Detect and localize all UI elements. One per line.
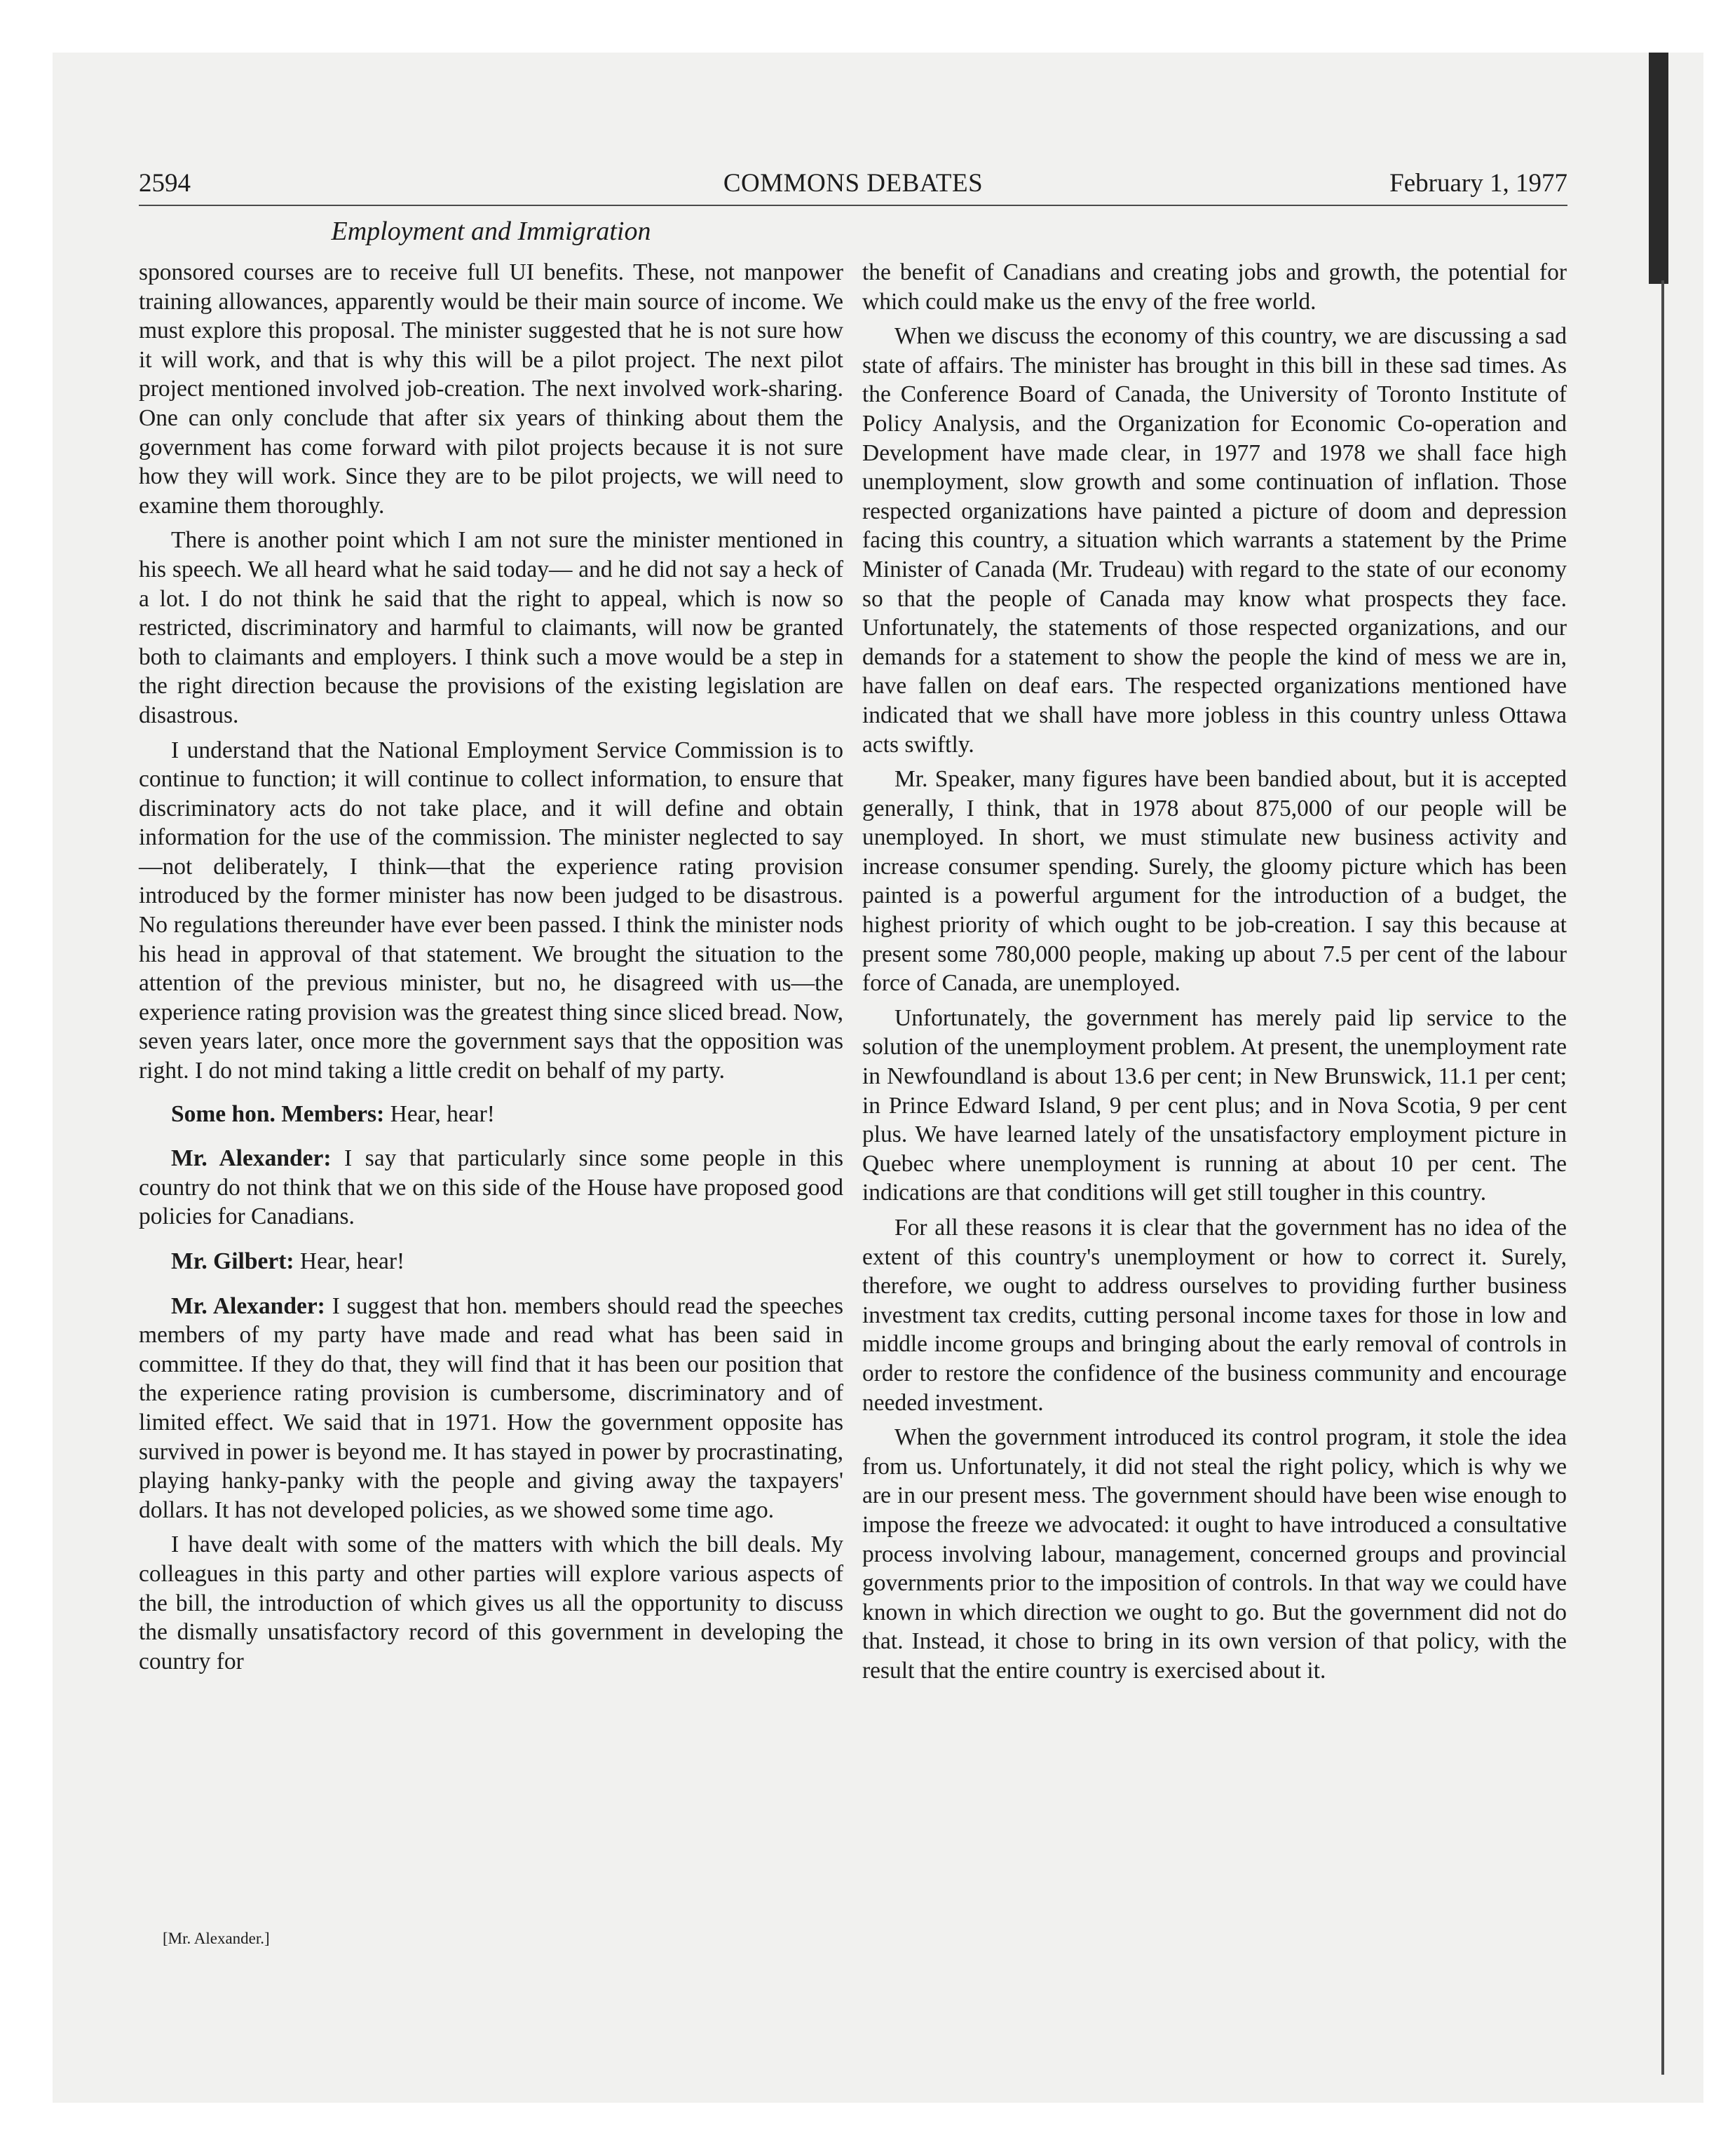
- speaker-name: Mr. Alexander:: [171, 1145, 332, 1172]
- paragraph: the benefit of Canadians and creating jobs and growth, the potential for which could make us the envy of the free world.: [862, 259, 1567, 315]
- speech-interjection: [139, 1100, 843, 1129]
- header-date: February 1, 1977: [1389, 169, 1567, 198]
- paragraph: Unfortunately, the government has merely paid lip service to the solution of the unemployment problem. At present, the unemployment rate in Newfoundland is about 13.6 per cent; in New Brunswick, 11.1 per cent; in Prince Edward Island, 9 per cent plus; and in Nova Scotia, 9 per cent plus. We have learned lately of the unsatisfactory employment picture in Quebec where unemployment is running at about 10 per cent. The indications are that conditions will get still tougher in this country.: [862, 1004, 1567, 1206]
- paragraph: When we discuss the economy of this country, we are discussing a sad state of affairs. The minister has brought in this bill in these sad times. As the Conference Board of Canada, the University of Toronto Institute of Policy Analysis, and the Organization for Economic Co-operation and Development have made clear, in 1977 and 1978 we shall face high unemployment, slow growth and some continuation of inflation. Those respected organizations have painted a picture of doom and depression facing this country, a situation which warrants a statement by the Prime Minister of Canada (Mr. Trudeau) with regard to the state of our economy so that the people of Canada may know what prospects they face. Unfortunately, the statements of those respected organizations, and our demands for a statement to show the people the kind of mess we are in, have fallen on deaf ears. The respected organizations mentioned have indicated that we shall have more jobless in this country unless Ottawa acts swiftly.: [862, 323, 1567, 758]
- speech-text: Hear, hear!: [390, 1100, 495, 1127]
- running-header: [139, 168, 1567, 206]
- speaker-name: Some hon. Members:: [171, 1100, 385, 1127]
- speaker-name: Mr. Alexander:: [171, 1292, 325, 1319]
- scan-edge-shadow: [1649, 53, 1668, 284]
- scan-edge-line: [1661, 280, 1664, 2075]
- left-column: [139, 258, 843, 1681]
- speech-text: I suggest that hon. members should read the speeches members of my party have made and read what has been said in committee. If they do that, they will find that it has been our position that the experience rating provision is cumbersome, discriminatory and of limited effect. We said that in 1971. How the government opposite has survived in power is beyond me. It has stayed in power by procrastinating, playing hanky-panky with the people and giving away the taxpayers' dollars. It has not developed policies, as we showed some time ago.: [139, 1292, 843, 1523]
- paragraph: I understand that the National Employment Service Commission is to continue to function; it will continue to collect information, to ensure that discriminatory acts do not take place, and it will define and obtain information for the use of the commission. The minister neglected to say—not deliberately, I think—that the experience rating provision introduced by the former minister has now been judged to be disastrous. No regulations thereunder have ever been passed. I think the minister nods his head in approval of that statement. We brought the situation to the attention of the previous minister, but no, he disagreed with us—the experience rating provision was the greatest thing since sliced bread. Now, seven years later, once more the government says that the opposition was right. I do not mind taking a little credit on behalf of my party.: [139, 737, 843, 1084]
- paragraph: For all these reasons it is clear that the government has no idea of the extent of this country's unemployment or how to correct it. Surely, therefore, we ought to address ourselves to providing further business investment tax credits, cutting personal income taxes for those in low and middle income groups and bringing about the early removal of controls in order to restore the confidence of the business community and encourage needed investment.: [862, 1215, 1567, 1416]
- page-number: 2594: [139, 169, 191, 198]
- section-heading: Employment and Immigration: [331, 217, 651, 246]
- paragraph: I have dealt with some of the matters with which the bill deals. My colleagues in this party and other parties will explore various aspects of the bill, the introduction of which gives us all the opportunity to discuss the dismally unsatisfactory record of this government in developing the country for: [139, 1531, 843, 1674]
- paragraph: Mr. Speaker, many figures have been bandied about, but it is accepted generally, I think, that in 1978 about 875,000 of our people will be unemployed. In short, we must stimulate new business activity and increase consumer spending. Surely, the gloomy picture which has been painted is a powerful argument for the introduction of a budget, the highest priority of which ought to be job-creation. I say this because at present some 780,000 people, making up about 7.5 per cent of the labour force of Canada, are unemployed.: [862, 766, 1567, 997]
- speech-text: I say that particularly since some people in this country do not think that we on this side of the House have proposed good policies for Canadians.: [139, 1145, 843, 1230]
- paragraph: There is another point which I am not sure the minister mentioned in his speech. We all heard what he said today— and he did not say a heck of a lot. I do not think he said that the right to appeal, which is now so restricted, discriminatory and harmful to claimants, will now be granted both to claimants and employers. I think such a move would be a step in the right direction because the provisions of the existing legislation are disastrous.: [139, 527, 843, 728]
- speech-interjection: [139, 1247, 843, 1276]
- paragraph: When the government introduced its control program, it stole the idea from us. Unfortunately, it did not steal the right policy, which is why we are in our present mess. The government should have been wise enough to impose the freeze we advocated: it ought to have introduced a consultative process involving labour, management, concerned groups and provincial governments prior to the imposition of controls. In that way we could have known in which direction we ought to go. But the government did not do that. Instead, it chose to bring in its own version of that policy, with the result that the entire country is exercised about it.: [862, 1424, 1567, 1684]
- speaker-footnote: [Mr. Alexander.]: [163, 1930, 270, 1947]
- right-column: [862, 258, 1567, 1691]
- speech-text: Hear, hear!: [299, 1248, 405, 1274]
- speaker-name: Mr. Gilbert:: [171, 1248, 294, 1274]
- paragraph: sponsored courses are to receive full UI benefits. These, not manpower training allowances, apparently would be their main source of income. We must explore this proposal. The minister suggested that he is not sure how it will work, and that is why this will be a pilot project. The next pilot project mentioned involved job-creation. The next involved work-sharing. One can only conclude that after six years of thinking about them the government has come forward with pilot projects because it is not sure how they will work. Since they are to be pilot projects, we will need to examine them thoroughly.: [139, 259, 843, 519]
- speech-paragraph: [139, 1292, 843, 1525]
- publication-title: COMMONS DEBATES: [723, 169, 984, 198]
- speech-paragraph: [139, 1144, 843, 1231]
